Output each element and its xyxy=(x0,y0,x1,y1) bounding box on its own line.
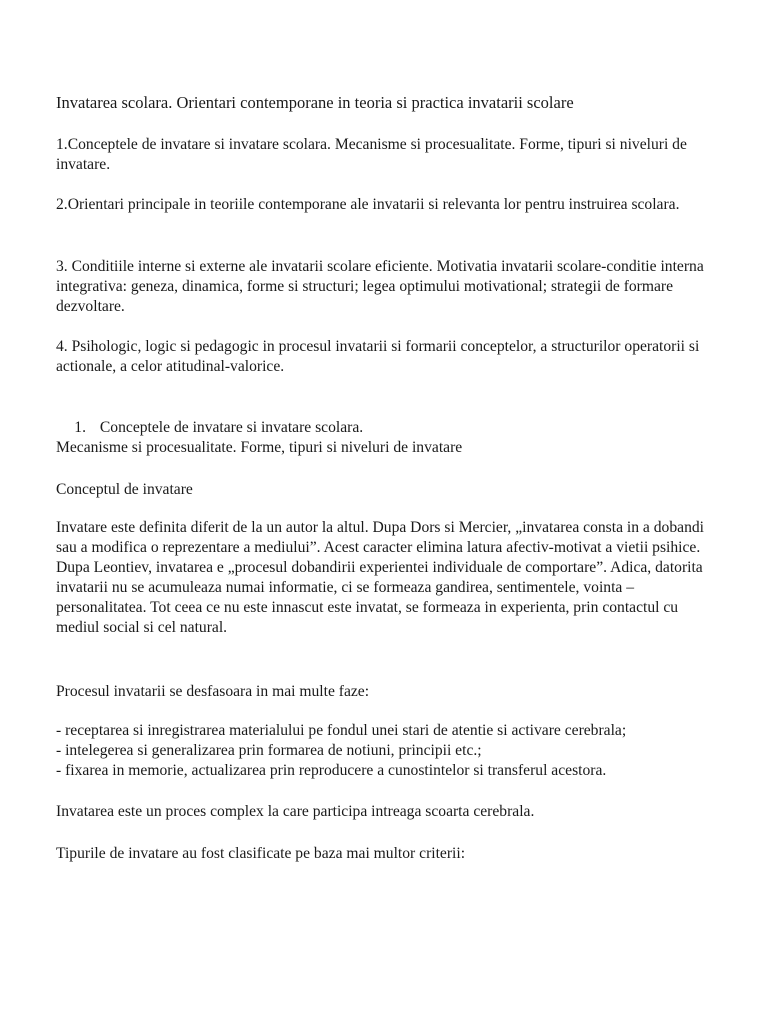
concept-heading: Conceptul de invatare xyxy=(56,481,193,498)
phases-list xyxy=(56,721,716,781)
section-subheading: Mecanisme si procesualitate. Forme, tipuri si niveluri de invatare xyxy=(56,439,463,456)
outline-item-1: 1.Conceptele de invatare si invatare scolara. Mecanisme si procesualitate. Forme, tipuri si niveluri de invatare. xyxy=(56,136,687,173)
section-heading xyxy=(56,418,716,438)
outline-item-3: 3. Conditiile interne si externe ale invatarii scolare eficiente. Motivatia invatarii scolare-conditie interna integrativa: geneza, dinamica, forme si structuri; legea optimului motivational; strategii de formare dezvoltare. xyxy=(56,258,704,315)
types-intro: Tipurile de invatare au fost clasificate pe baza mai multor criterii: xyxy=(56,845,466,862)
document-title: Invatarea scolara. Orientari contemporane in teoria si practica invatarii scolare xyxy=(56,93,574,112)
outline-item-2: 2.Orientari principale in teoriile contemporane ale invatarii si relevanta lor pentru instruirea scolara. xyxy=(56,196,680,213)
section-number: 1. xyxy=(74,419,86,436)
phase-item: - intelegerea si generalizarea prin formarea de notiuni, principii etc.; xyxy=(56,742,482,759)
phases-intro: Procesul invatarii se desfasoara in mai multe faze: xyxy=(56,683,370,700)
phase-item: - receptarea si inregistrarea materialului pe fondul unei stari de atentie si activare cerebrala; xyxy=(56,722,627,739)
outline-item-4: 4. Psihologic, logic si pedagogic in procesul invatarii si formarii conceptelor, a structurilor operatorii si actionale, a celor atitudinal-valorice. xyxy=(56,338,700,375)
section-heading-text: Conceptele de invatare si invatare scolara. xyxy=(99,419,364,436)
concept-paragraph: Invatare este definita diferit de la un autor la altul. Dupa Dors si Mercier, „invatarea consta in a dobandi sau a modifica o reprezentare a mediului”. Acest caracter elimina latura afectiv-motivat a vietii psihice. Dupa Leontiev, invatarea e „procesul dobandirii experientei individuale de comportare”. Adica, datorita invatarii nu se acumuleaza numai informatie, ci se formeaza gandirea, sentimentele, vointa – personalitatea. Tot ceea ce nu este innascut este invatat, se formeaza in experienta, prin contactul cu mediul social si cel natural. xyxy=(56,519,704,636)
phase-item: - fixarea in memorie, actualizarea prin reproducere a cunostintelor si transferul acestora. xyxy=(56,762,607,779)
complex-statement: Invatarea este un proces complex la care participa intreaga scoarta cerebrala. xyxy=(56,803,535,820)
